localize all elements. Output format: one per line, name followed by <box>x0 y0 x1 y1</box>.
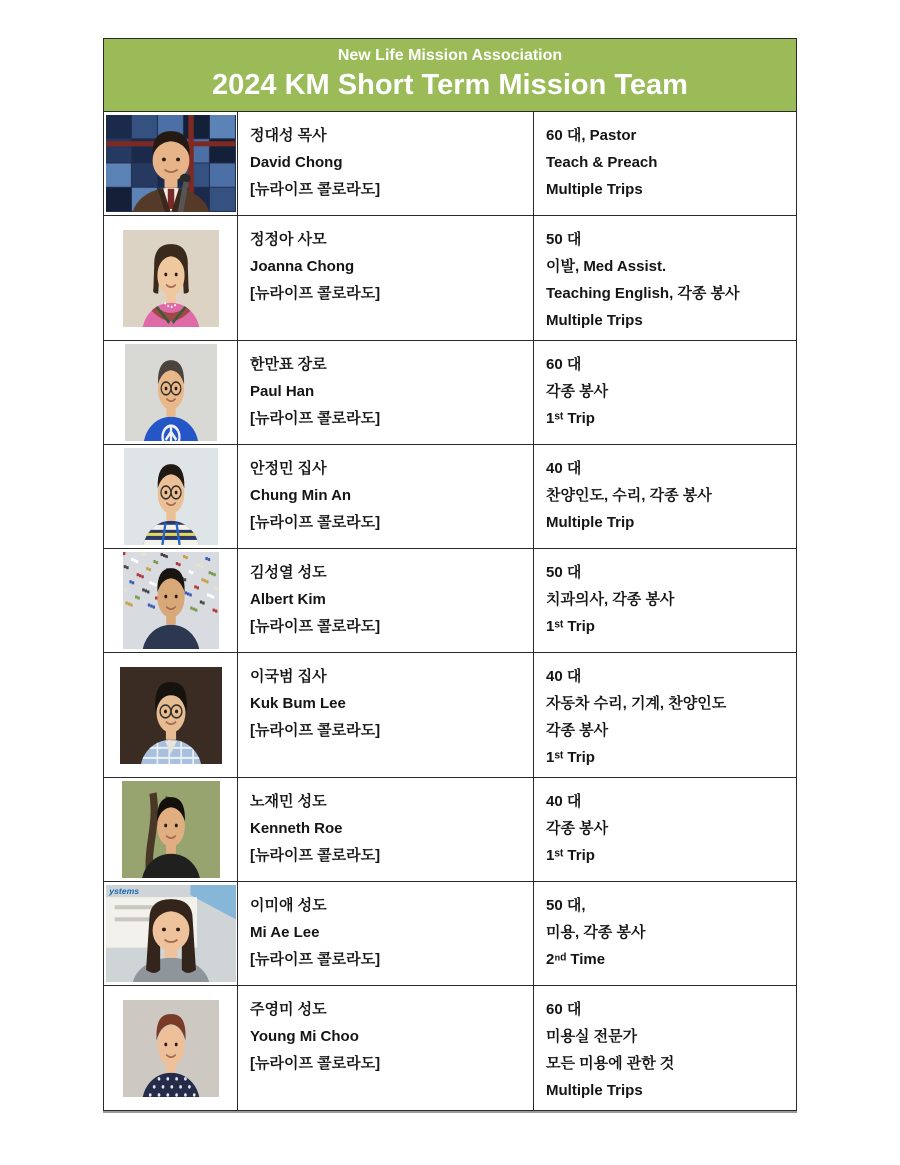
member-name-cell <box>238 112 534 215</box>
member-detail-line: 이발, Med Assist. <box>546 258 667 275</box>
table-row <box>104 652 796 777</box>
member-detail-line: 1ˢᵗ Trip <box>546 410 595 427</box>
member-name-english: Paul Han <box>250 383 315 400</box>
member-detail-line: 자동차 수리, 기계, 찬양인도 <box>546 695 727 712</box>
member-detail-line: 미용실 전문가 <box>546 1028 638 1045</box>
member-photo <box>104 445 238 548</box>
member-church: [뉴라이프 콜로라도] <box>250 410 381 427</box>
member-name-english: Kenneth Roe <box>250 820 343 837</box>
member-church: [뉴라이프 콜로라도] <box>250 722 381 739</box>
member-name-korean: 주영미 성도 <box>250 1001 327 1018</box>
member-details <box>534 653 796 777</box>
member-photo-image <box>125 344 217 441</box>
member-details <box>534 112 796 215</box>
member-detail-line: Teaching English, 각종 봉사 <box>546 285 740 302</box>
member-church: [뉴라이프 콜로라도] <box>250 847 381 864</box>
member-name-cell <box>238 341 534 444</box>
member-name-english: Albert Kim <box>250 591 326 608</box>
member-details <box>534 778 796 881</box>
member-detail-line: 1ˢᵗ Trip <box>546 749 595 766</box>
table-row <box>104 777 796 881</box>
member-name-cell <box>238 653 534 777</box>
member-name-english: Joanna Chong <box>250 258 355 275</box>
member-name-english: Mi Ae Lee <box>250 924 320 941</box>
mission-team-document <box>103 38 797 1111</box>
page-title: 2024 KM Short Term Mission Team <box>212 69 688 101</box>
svg-text:ystems: ystems <box>108 886 139 897</box>
member-name-cell <box>238 549 534 652</box>
member-church: [뉴라이프 콜로라도] <box>250 181 381 198</box>
member-detail-line: 미용, 각종 봉사 <box>546 924 646 941</box>
member-detail-line: 60 대, Pastor <box>546 127 637 144</box>
member-details <box>534 986 796 1110</box>
member-name-korean: 한만표 장로 <box>250 356 327 373</box>
member-details <box>534 445 796 548</box>
member-name-korean: 정정아 사모 <box>250 231 327 248</box>
member-detail-line: Teach & Preach <box>546 154 658 171</box>
member-name-korean: 이국범 집사 <box>250 668 327 685</box>
table-row <box>104 215 796 340</box>
member-church: [뉴라이프 콜로라도] <box>250 951 381 968</box>
organization-name: New Life Mission Association <box>337 47 563 64</box>
member-church: [뉴라이프 콜로라도] <box>250 285 381 302</box>
member-name-cell <box>238 445 534 548</box>
table-row <box>104 112 796 215</box>
member-photo-image <box>106 115 236 212</box>
member-name-english: David Chong <box>250 154 343 171</box>
member-detail-line: Multiple Trip <box>546 514 635 531</box>
member-detail-line: 각종 봉사 <box>546 722 609 739</box>
member-detail-line: 50 대 <box>546 564 582 581</box>
member-photo <box>104 549 238 652</box>
member-details <box>534 216 796 340</box>
member-detail-line: Multiple Trips <box>546 1082 643 1099</box>
member-detail-line: 각종 봉사 <box>546 820 609 837</box>
member-photo <box>104 778 238 881</box>
member-name-english: Young Mi Choo <box>250 1028 359 1045</box>
member-detail-line: 60 대 <box>546 356 582 373</box>
member-name-korean: 김성열 성도 <box>250 564 327 581</box>
member-name-english: Chung Min An <box>250 487 352 504</box>
member-name-cell <box>238 216 534 340</box>
member-photo-image <box>122 781 220 878</box>
member-detail-line: 각종 봉사 <box>546 383 609 400</box>
table-row <box>104 548 796 652</box>
member-detail-line: 찬양인도, 수리, 각종 봉사 <box>546 487 712 504</box>
member-detail-line: 2ⁿᵈ Time <box>546 951 606 968</box>
member-detail-line: 40 대 <box>546 793 582 810</box>
member-photo <box>104 882 238 985</box>
member-table <box>104 112 796 1110</box>
document-header <box>104 39 796 112</box>
member-detail-line: 1ˢᵗ Trip <box>546 618 595 635</box>
table-row <box>104 881 796 985</box>
member-name-korean: 이미애 성도 <box>250 897 327 914</box>
table-row <box>104 444 796 548</box>
member-name-cell <box>238 882 534 985</box>
member-photo-image <box>106 885 236 982</box>
member-detail-line: 1ˢᵗ Trip <box>546 847 595 864</box>
table-row <box>104 340 796 444</box>
member-detail-line: 60 대 <box>546 1001 582 1018</box>
member-church: [뉴라이프 콜로라도] <box>250 514 381 531</box>
member-photo-image <box>124 448 218 545</box>
member-detail-line: 50 대, <box>546 897 586 914</box>
member-details <box>534 341 796 444</box>
table-row <box>104 985 796 1110</box>
member-photo-image <box>123 230 219 327</box>
member-detail-line: Multiple Trips <box>546 312 643 329</box>
member-detail-line: Multiple Trips <box>546 181 643 198</box>
member-name-korean: 노재민 성도 <box>250 793 327 810</box>
member-church: [뉴라이프 콜로라도] <box>250 618 381 635</box>
member-detail-line: 40 대 <box>546 668 582 685</box>
member-photo-image <box>123 552 219 649</box>
member-photo <box>104 216 238 340</box>
member-photo-image <box>120 667 222 764</box>
member-church: [뉴라이프 콜로라도] <box>250 1055 381 1072</box>
member-detail-line: 40 대 <box>546 460 582 477</box>
member-photo <box>104 653 238 777</box>
member-detail-line: 50 대 <box>546 231 582 248</box>
member-photo <box>104 986 238 1110</box>
member-detail-line: 모든 미용에 관한 것 <box>546 1055 675 1072</box>
member-name-english: Kuk Bum Lee <box>250 695 346 712</box>
member-detail-line: 치과의사, 각종 봉사 <box>546 591 675 608</box>
member-details <box>534 882 796 985</box>
member-photo <box>104 112 238 215</box>
member-name-cell <box>238 986 534 1110</box>
member-name-cell <box>238 778 534 881</box>
member-name-korean: 정대성 목사 <box>250 127 327 144</box>
member-photo <box>104 341 238 444</box>
member-details <box>534 549 796 652</box>
member-photo-image <box>123 1000 219 1097</box>
member-name-korean: 안정민 집사 <box>250 460 327 477</box>
